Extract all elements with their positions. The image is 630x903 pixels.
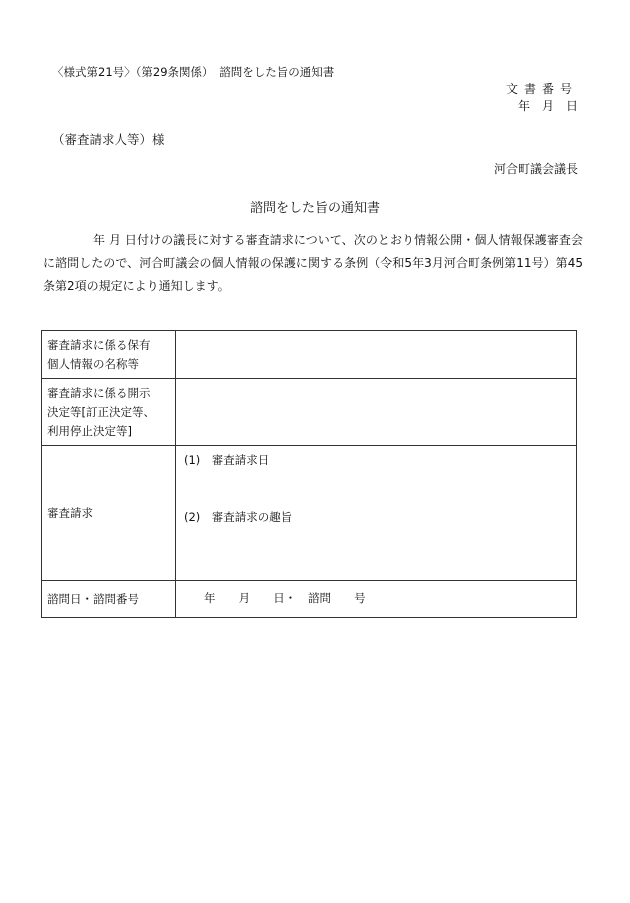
- label-line: 決定等[訂正決定等、: [47, 405, 155, 419]
- table-row: [42, 581, 577, 618]
- consultation-date-number-text: 年 月 日・ 諮問 号: [204, 591, 366, 605]
- sender-name: 河合町議会議長: [493, 162, 578, 176]
- document-title: 諮問をした旨の通知書: [249, 201, 380, 216]
- disclosure-decision-label: [42, 379, 176, 446]
- table-row: [42, 446, 577, 581]
- review-request-date-item: (1) 審査請求日: [184, 453, 270, 467]
- form-number-label: 〈様式第21号〉（第29条関係） 諮問をした旨の通知書: [52, 65, 335, 79]
- label-line: 利用停止決定等]: [47, 424, 132, 438]
- recipient-name: （審査請求人等）様: [52, 132, 165, 147]
- held-info-name-label: [42, 331, 176, 379]
- review-request-label: 審査請求: [42, 446, 176, 581]
- disclosure-decision-value[interactable]: [176, 379, 577, 446]
- body-paragraph: 年 月 日付けの議長に対する審査請求について、次のとおり情報公開・個人情報保護審査会に諮問したので、河合町議会の個人情報の保護に関する条例（令和5年3月河合町条例第11号）第45条第2項の規定により通知します。: [43, 233, 583, 293]
- consultation-date-number-value[interactable]: [176, 581, 577, 618]
- label-line: 個人情報の名称等: [47, 357, 139, 371]
- table-row: [42, 379, 577, 446]
- held-info-name-value[interactable]: [176, 331, 577, 379]
- label-line: 審査請求に係る保有: [47, 338, 151, 352]
- document-date-label: 年 月 日: [517, 99, 578, 113]
- table-row: [42, 331, 577, 379]
- document-number-label: 文書番号: [505, 82, 578, 96]
- label-line: 審査請求に係る開示: [47, 386, 151, 400]
- consultation-date-number-label: 諮問日・諮問番号: [42, 581, 176, 618]
- notification-table: [41, 330, 577, 618]
- review-request-purpose-item: (2) 審査請求の趣旨: [184, 510, 293, 524]
- review-request-value[interactable]: [176, 446, 577, 581]
